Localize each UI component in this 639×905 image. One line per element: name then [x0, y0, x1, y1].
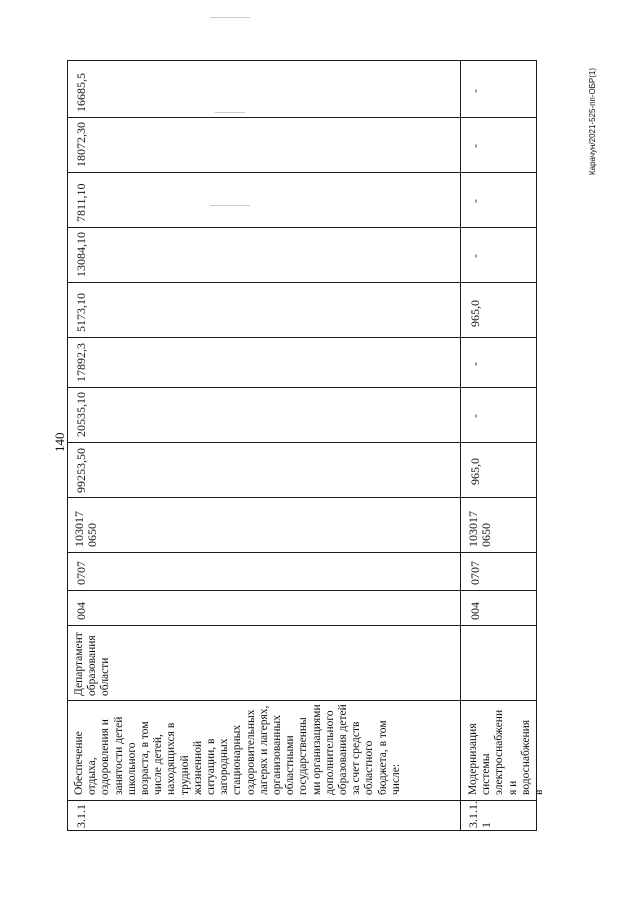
subrow-amount-total: 965,0	[468, 458, 482, 485]
row-csr: 103017 0650	[72, 511, 99, 547]
scan-speck	[210, 205, 250, 206]
subrow-grbs: 004	[468, 602, 482, 620]
amount-year-5: 7811,10	[74, 183, 88, 222]
row-rzpr: 0707	[74, 561, 88, 585]
scan-speck	[215, 112, 245, 113]
row-executor: Департамент образования области	[73, 632, 111, 696]
subrow-amount-year-5: -	[468, 199, 482, 203]
amount-year-3: 5173,10	[74, 293, 88, 332]
scan-speck	[210, 17, 250, 18]
subrow-amount-year-2: -	[468, 362, 482, 366]
document-footer: Карачун/2021-525-пп-ОБР(1)	[588, 67, 597, 175]
amount-year-2: 17892,3	[74, 343, 88, 382]
row-grbs: 004	[74, 602, 88, 620]
page-number: 140	[52, 432, 67, 452]
amount-total: 99253,50	[74, 448, 88, 493]
subrow-amount-year-6: -	[468, 144, 482, 148]
row-description: Обеспечение отдыха, оздоровления и занятости детей школьного возраста, в том числе детей, находящихся в трудной жизненной ситуации, в загородных стационарных оздоровительных лагерях и лагерях, организованных областными государственны ми организациями дополнительного образования детей за счет средств областного бюджета, в том числе:	[73, 704, 402, 795]
amount-year-7: 16685,5	[74, 73, 88, 112]
subrow-amount-year-1: -	[468, 414, 482, 418]
amount-year-6: 18072,30	[74, 122, 88, 167]
row-code: 3.1.1	[74, 804, 88, 828]
subrow-rzpr: 0707	[468, 561, 482, 585]
amount-year-4: 13084,10	[74, 232, 88, 277]
subrow-amount-year-3: 965,0	[468, 300, 482, 327]
subrow-amount-year-4: -	[468, 254, 482, 258]
subrow-amount-year-7: -	[468, 89, 482, 93]
amount-year-1: 20535,10	[74, 392, 88, 437]
subrow-csr: 103017 0650	[466, 511, 493, 547]
subrow-code: 3.1.1. 1	[466, 801, 493, 828]
subrow-description: Модернизация системы электроснабжени я и водоснабжения в	[467, 709, 546, 795]
